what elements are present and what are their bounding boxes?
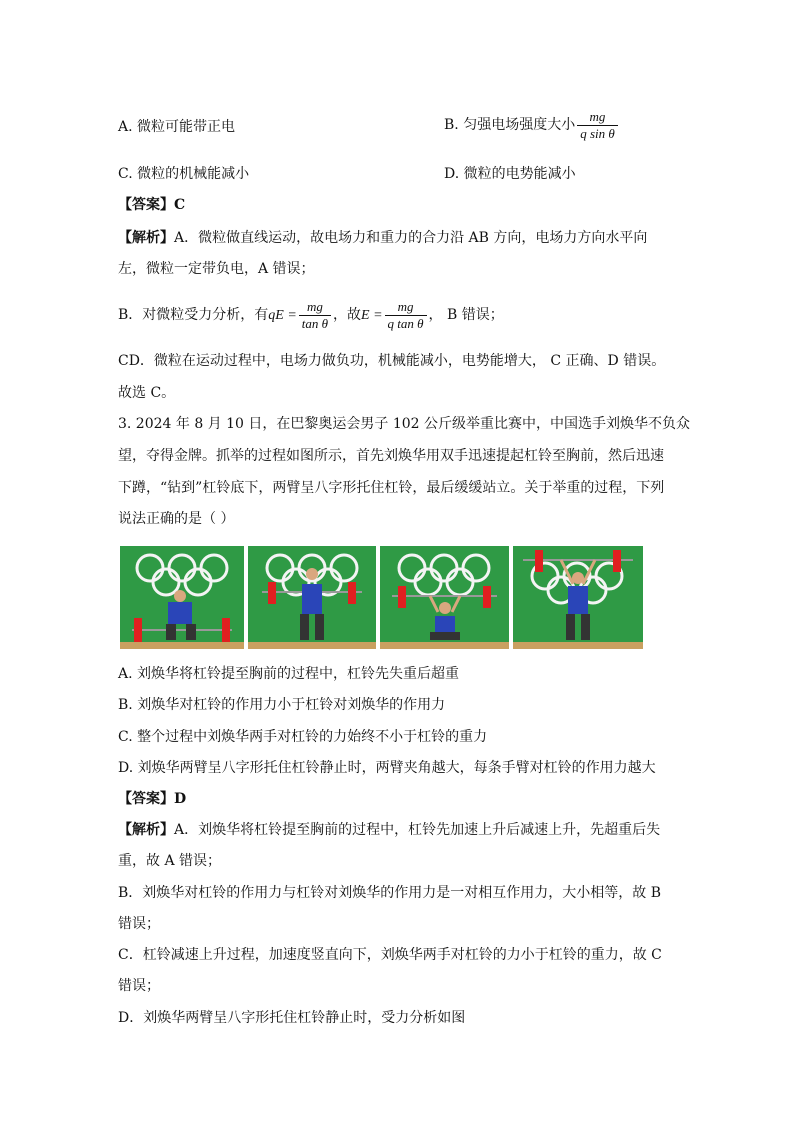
q2-exp-cd: CD．微粒在运动过程中，电场力做负功，机械能减小，电势能增大， C 正确、D 错误。 [118, 353, 666, 369]
q3-exp-a-line2: 重，故 A 错误； [118, 853, 222, 869]
q2-exp-label: 【解析】 [118, 230, 174, 246]
q2-exp-a-line2: 左，微粒一定带负电，A 错误； [118, 261, 315, 277]
q2-option-d: D. 微粒的电势能减小 [444, 166, 576, 182]
weightlifting-photo-1 [120, 546, 244, 649]
fraction-numerator: mg [299, 299, 331, 316]
q2-exp-b-eq1: qE = [268, 308, 297, 323]
q2-option-a: A. 微粒可能带正电 [118, 119, 236, 135]
fraction-denominator: tan θ [301, 315, 329, 331]
fraction-denominator: q sin θ [580, 125, 615, 141]
fraction-numerator: mg [385, 299, 427, 316]
q3-exp-c-line2: 错误； [118, 978, 160, 994]
q2-exp-b-frac2 [385, 299, 427, 332]
q2-exp-a-text: A．微粒做直线运动，故电场力和重力的合力沿 AB 方向，电场力方向水平向 [174, 230, 648, 246]
q2-exp-b-post: ， B 错误； [428, 307, 504, 323]
q2-exp-b-eq2: E = [361, 308, 383, 323]
q3-stem-line1: 3. 2024 年 8 月 10 日，在巴黎奥运会男子 102 公斤级举重比赛中，中国选手刘焕华不负众 [118, 416, 691, 432]
q3-option-b: B. 刘焕华对杠铃的作用力小于杠铃对刘焕华的作用力 [118, 697, 446, 713]
q2-exp-b [118, 295, 504, 336]
q3-answer: 【答案】D [118, 791, 187, 807]
q2-answer: 【答案】C [118, 197, 186, 213]
q3-stem-line4: 说法正确的是（ ） [118, 511, 235, 527]
q2-exp-a-line1 [118, 228, 647, 248]
q3-exp-a-text: A．刘焕华将杠铃提至胸前的过程中，杠铃先加速上升后减速上升，先超重后失 [174, 822, 661, 838]
q2-option-b-text: B. 匀强电场强度大小 [444, 117, 576, 133]
q3-exp-label: 【解析】 [118, 822, 174, 838]
q2-exp-choose: 故选 C。 [118, 385, 176, 401]
q3-exp-b-line2: 错误； [118, 916, 160, 932]
q2-exp-b-text: B．对微粒受力分析，有 [118, 307, 269, 323]
q3-exp-a-line1 [118, 820, 660, 840]
q3-stem-line3: 下蹲，“钻到”杠铃底下，两臂呈八字形托住杠铃，最后缓缓站立。关于举重的过程，下列 [118, 480, 665, 496]
fraction-denominator: q tan θ [387, 315, 424, 331]
weightlifting-photo-2 [248, 546, 376, 649]
q3-option-a: A. 刘焕华将杠铃提至胸前的过程中，杠铃先失重后超重 [118, 666, 460, 682]
q3-exp-d-line1: D．刘焕华两臂呈八字形托住杠铃静止时，受力分析如图 [118, 1010, 466, 1026]
fraction-numerator: mg [577, 109, 618, 126]
q3-exp-b-line1: B．刘焕华对杠铃的作用力与杠铃对刘焕华的作用力是一对相互作用力，大小相等，故 B [118, 885, 662, 901]
q2-option-b [444, 105, 620, 145]
weightlifting-photo-4 [513, 546, 643, 649]
q3-option-d: D. 刘焕华两臂呈八字形托住杠铃静止时，两臂夹角越大，每条手臂对杠铃的作用力越大 [118, 760, 656, 776]
q2-option-c: C. 微粒的机械能减小 [118, 166, 250, 182]
q3-exp-c-line1: C．杠铃减速上升过程，加速度竖直向下，刘焕华两手对杠铃的力小于杠铃的重力，故 C [118, 947, 662, 963]
q2-option-b-fraction [577, 109, 618, 142]
q3-stem-line2: 望，夺得金牌。抓举的过程如图所示，首先刘焕华用双手迅速提起杠铃至胸前，然后迅速 [118, 448, 664, 464]
q3-option-c: C. 整个过程中刘焕华两手对杠铃的力始终不小于杠铃的重力 [118, 729, 488, 745]
q2-exp-b-mid: ，故 [333, 307, 362, 323]
weightlifting-photo-3 [380, 546, 509, 649]
q2-exp-b-frac1 [299, 299, 331, 332]
